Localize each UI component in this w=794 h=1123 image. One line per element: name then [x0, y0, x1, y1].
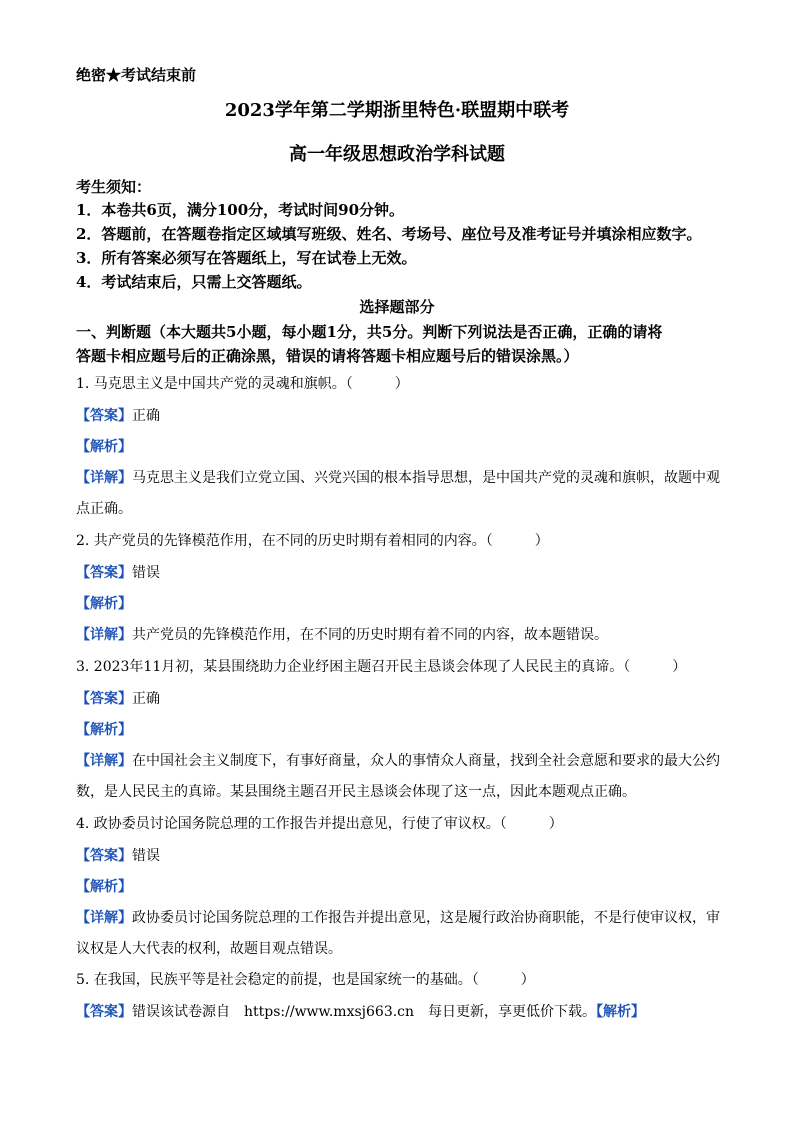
analysis-4	[76, 876, 132, 896]
detail-4-line-2: 议权是人大代表的权利，故题目观点错误。	[76, 941, 342, 957]
question-3: 3. 2023年11月初，某县围绕助力企业纾困主题召开民主恳谈会体现了人民民主的真谛。（ ）	[76, 659, 687, 675]
question-4: 4. 政协委员讨论国务院总理的工作报告并提出意见，行使了审议权。（ ）	[76, 816, 563, 832]
section-title: 选择题部分	[359, 298, 435, 316]
analysis-3	[76, 719, 132, 739]
answer-5	[76, 1001, 645, 1021]
detail-3-line-1	[76, 750, 720, 770]
analysis-tag: 【解析】	[76, 439, 132, 455]
analysis-tag: 【解析】	[596, 1004, 646, 1020]
answer-value: 正确	[132, 408, 160, 424]
exam-title: 2023学年第二学期浙里特色·联盟期中联考	[224, 100, 570, 121]
answer-tag: 【答案】	[76, 565, 132, 581]
notice-item-2: 2．答题前，在答题卷指定区域填写班级、姓名、考场号、座位号及准考证号并填涂相应数字。	[76, 225, 702, 243]
notice-item-4: 4．考试结束后，只需上交答题纸。	[76, 273, 312, 291]
detail-4-line-1	[76, 907, 720, 927]
detail-text: 在中国社会主义制度下，有事好商量，众人的事情众人商量，找到全社会意愿和要求的最大公约	[132, 753, 720, 769]
question-1: 1. 马克思主义是中国共产党的灵魂和旗帜。（ ）	[76, 376, 409, 392]
detail-tag: 【详解】	[76, 627, 132, 643]
answer-tag: 【答案】	[76, 1004, 132, 1020]
analysis-2	[76, 593, 132, 613]
answer-tag: 【答案】	[76, 848, 132, 864]
detail-tag: 【详解】	[76, 753, 132, 769]
notice-item-1: 1．本卷共6页，满分100分，考试时间90分钟。	[76, 201, 405, 219]
detail-2-line-1	[76, 624, 608, 644]
answer-value: 错误	[132, 565, 160, 581]
notice-item-3: 3．所有答案必须写在答题纸上，写在试卷上无效。	[76, 249, 417, 267]
detail-1-line-1	[76, 467, 720, 487]
analysis-tag: 【解析】	[76, 879, 132, 895]
detail-tag: 【详解】	[76, 910, 132, 926]
answer-value: 错误该试卷源自 https://www.mxsj663.cn 每日更新，享更低价下载。	[132, 1004, 597, 1020]
answer-value: 错误	[132, 848, 160, 864]
answer-tag: 【答案】	[76, 408, 132, 424]
detail-tag: 【详解】	[76, 470, 132, 486]
analysis-tag: 【解析】	[76, 596, 132, 612]
question-2: 2. 共产党员的先锋模范作用，在不同的历史时期有着相同的内容。（ ）	[76, 533, 549, 549]
analysis-tag: 【解析】	[76, 722, 132, 738]
exam-subtitle: 高一年级思想政治学科试题	[289, 144, 505, 165]
analysis-1	[76, 436, 132, 456]
answer-2	[76, 562, 160, 582]
detail-text: 共产党员的先锋模范作用，在不同的历史时期有着不同的内容，故本题错误。	[132, 627, 608, 643]
question-5: 5. 在我国，民族平等是社会稳定的前提，也是国家统一的基础。（ ）	[76, 972, 535, 988]
secret-label: 绝密★考试结束前	[76, 66, 197, 84]
answer-3	[76, 688, 160, 708]
answer-tag: 【答案】	[76, 691, 132, 707]
answer-value: 正确	[132, 691, 160, 707]
detail-1-line-2: 点正确。	[76, 501, 132, 517]
section-intro-line-1: 一、判断题（本大题共5小题，每小题1分，共5分。判断下列说法是否正确，正确的请将	[76, 323, 663, 341]
detail-text: 马克思主义是我们立党立国、兴党兴国的根本指导思想，是中国共产党的灵魂和旗帜，故题中观	[132, 470, 720, 486]
answer-1	[76, 405, 160, 425]
detail-text: 政协委员讨论国务院总理的工作报告并提出意见，这是履行政治协商职能，不是行使审议权，审	[132, 910, 720, 926]
detail-3-line-2: 数，是人民民主的真谛。某县围绕主题召开民主恳谈会体现了这一点，因此本题观点正确。	[76, 784, 636, 800]
answer-4	[76, 845, 160, 865]
section-intro-line-2: 答题卡相应题号后的正确涂黑，错误的请将答题卡相应题号后的错误涂黑。）	[76, 347, 579, 365]
notice-title: 考生须知：	[76, 178, 152, 196]
